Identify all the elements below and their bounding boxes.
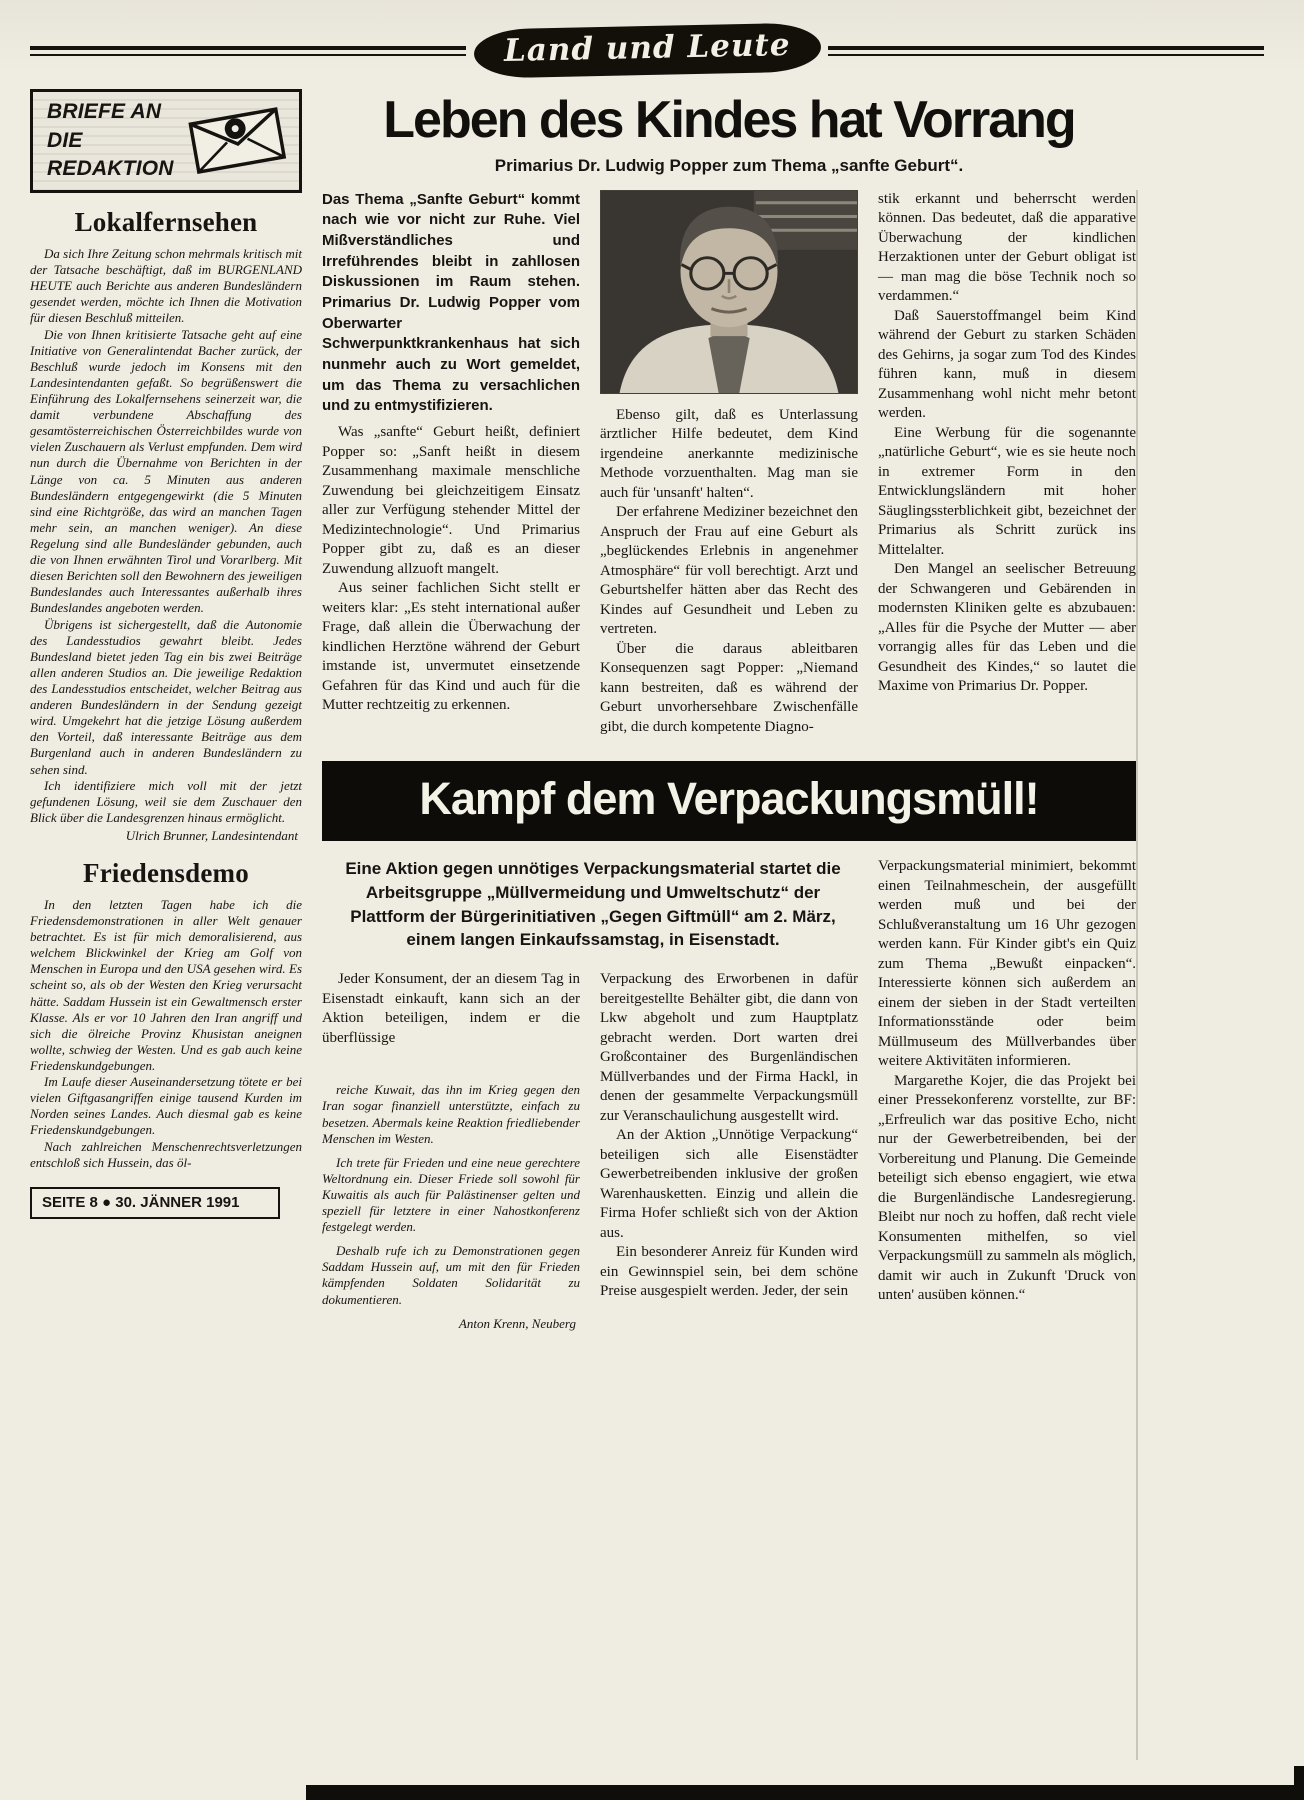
- scan-edge-bottom: [306, 1785, 1304, 1800]
- paragraph: Ich identifiziere mich voll mit der jetzt gefundenen Lösung, weil sie dem Zuschauer den Blick über die Landesgrenzen hinaus ermöglicht.: [30, 777, 302, 825]
- paragraph: Ebenso gilt, daß es Unterlassung ärztlicher Hilfe bedeutet, dem Kind irgendeine anerkannte medizinische Methode vorzuenthalten. Mag man sie auch für 'unsanft' halten“.: [600, 406, 858, 501]
- letters-column: [30, 89, 302, 1219]
- paragraph: Jeder Konsument, der an diesem Tag in Eisenstadt einkauft, kann sich an der Aktion beteiligen, indem er die überflüssige: [322, 971, 580, 1046]
- article2-col1: [322, 970, 580, 1332]
- paragraph: Der erfahrene Mediziner bezeichnet den Anspruch der Frau auf eine Geburt als „beglückendes Erlebnis in angenehmer Atmosphäre“ für voll berechtigt. Arzt und Geburtshelfer hätten aber das Recht des Kindes auf Gesundheit und Leben zu vertreten.: [600, 504, 858, 638]
- paragraph: Was „sanfte“ Geburt heißt, definiert Popper so: „Sanft heißt in diesem Zusammenhang maximale menschliche Zuwendung bei gleichzeitigem Einsatz aller zur Verfügung stehender Mittel der Medizintechnologie“. Und Primarius Popper gibt zu, daß es an dieser Zuwendung allzuoft mangelt.: [322, 424, 580, 577]
- paragraph: Übrigens ist sichergestellt, daß die Autonomie des Landesstudios gewahrt bleibt. Jedes Bundesland bietet jeden Tag ein bis zwei Beiträge allen anderen Studios an. Die jeweilige Redaktion des Landesstudios entscheidet, welcher Beitrag aus anderen Bundesländern in der Sendung gezeigt wird. Umgekehrt hat die jetzige Lösung außerdem den Vorteil, daß interessante Beiträge aus dem Burgenland auch in anderen Bundesländern zu sehen sind.: [30, 616, 302, 777]
- letter2-continuation: [322, 1082, 580, 1332]
- masthead-rule-right: [828, 46, 1264, 56]
- letters-box-title-line1: BRIEFE AN: [47, 100, 162, 124]
- letter2-signature: Anton Krenn, Neuberg: [458, 1315, 576, 1331]
- paragraph: Margarethe Kojer, die das Projekt bei einer Pressekonferenz vorstellte, zur BF: „Erfreulich war das positive Echo, nicht nur der Gewerbetreibenden, bei der Vorbereitung und Planung. Die Gemeinde beteiligt sich ebenso engagiert, wie etwa die Burgenländische Landesregierung. Bleibt nur noch zu hoffen, daß recht viele Konsumenten mithelfen, so viel Verpackungsmüll zu sammeln als möglich, damit wir auch in Zukunft 'Druck von unten' ausüben können.“: [878, 1072, 1136, 1304]
- paragraph: Nach zahlreichen Menschenrechtsverletzungen entschloß sich Hussein, das öl-: [30, 1138, 302, 1170]
- scan-edge-right: [1294, 1766, 1304, 1800]
- letter1-title: Lokalfernsehen: [74, 207, 258, 237]
- masthead-rule-left: [30, 46, 466, 56]
- paragraph: Eine Werbung für die sogenannte „natürliche Geburt“, wie es sie heute noch in extremer Form in den Entwicklungsländern mit hoher Säuglingssterblichkeit gibt, bezeichnet der Primarius als Schritt zurück ins Mittelalter.: [878, 424, 1136, 558]
- letter1-signature: Ulrich Brunner, Landesintendant: [125, 827, 298, 843]
- paragraph: Verpackung des Erworbenen in dafür bereitgestellte Behälter gibt, die dann von Lkw abgeholt und zum Hauptplatz gebracht werden. Dort warten drei Großcontainer des Burgenländischen Müllverbandes und der Firma Hackl, in denen der gesammelte Verpackungsmüll zur Veranschaulichung ausgestellt wird.: [600, 971, 858, 1124]
- masthead-title: Land und Leute: [473, 22, 820, 78]
- main-column: [322, 89, 1136, 1333]
- article1-col1: [322, 190, 580, 738]
- article2-lead: Eine Aktion gegen unnötiges Verpackungsmaterial startet die Arbeitsgruppe „Müllvermeidung und Umweltschutz“ der Plattform der Bürgerinitiativen „Gegen Giftmüll“ am 2. März, einem langen Einkaufssamstag, in Eisenstadt.: [345, 859, 841, 950]
- article1-col2: [600, 190, 858, 738]
- article1-col3: [878, 190, 1136, 738]
- section-masthead: [0, 0, 1304, 79]
- paragraph: Aus seiner fachlichen Sicht stellt er weiters klar: „Es steht international außer Frage, daß allein die Überwachung der kindlichen Herztöne während der Geburt imstande ist, unvermutet einsetzende Gefahren für das Kind und auch für die Mutter rechtzeitig zu erkennen.: [322, 580, 580, 714]
- page-fold-line: [1136, 190, 1138, 1760]
- article2-col3: [878, 857, 1136, 1333]
- paragraph: Verpackungsmaterial minimiert, bekommt einen Teilnahmeschein, der ausgefüllt werden muß und bei der Schlußveranstaltung um 16 Uhr gezogen werden kann. Für Kinder gibt's ein Quiz zum Thema „Bewußt einpacken“. Interessierte können sich außerdem an einem der sieben in der Stadt verteilten Informationsstände oder beim Müllmuseum des Müllverbandes über weitere Aktivitäten informieren.: [878, 858, 1136, 1070]
- paragraph: An der Aktion „Unnötige Verpackung“ beteiligen sich alle Eisenstädter Gewerbetreibenden inklusive der großen Warenhausketten. Einzig und allein die Firma Hofer schließt sich von der Aktion aus.: [600, 1127, 858, 1241]
- paragraph: Im Laufe dieser Auseinandersetzung tötete er bei vielen Giftgasangriffen einige tausend Kurden im Norden seines Landes. Auch diesmal gab es keine Friedenskundgebungen.: [30, 1074, 302, 1138]
- article-verpackungsmuell: [322, 761, 1136, 1333]
- article1-headline: Leben des Kindes hat Vorrang: [383, 91, 1075, 149]
- paragraph: Ich trete für Frieden und eine neue gerechtere Weltordnung ein. Dieser Friede soll sowohl für Kuwaitis als auch für Palästinenser gelten und speziell für letztere in einer Nahostkonferenz festgelegt werden.: [322, 1154, 580, 1235]
- paragraph: Deshalb rufe ich zu Demonstrationen gegen Saddam Hussein auf, um mit den für Frieden kämpfenden Soldaten Solidarität zu dokumentieren.: [322, 1243, 580, 1307]
- envelope-icon: [185, 99, 289, 183]
- letters-to-editor-box: [30, 89, 302, 193]
- article-leben-des-kindes: [322, 93, 1136, 737]
- letter2-title: Friedensdemo: [83, 857, 249, 888]
- article2-headline-banner: Kampf dem Verpackungsmüll!: [322, 761, 1136, 841]
- article2-col2: [600, 970, 858, 1332]
- paragraph: In den letzten Tagen habe ich die Friedensdemonstrationen in aller Welt genauer betrachtet. Es ist für mich demoralisierend, aus welchem Blickwinkel der Krieg am Golf von Menschen in Europa und den USA gesehen wird. Es scheint so, als ob der Westen den Krieg verursacht hätte. Saddam Hussein ist ein Gewaltmensch erster Klasse. Als er vor 10 Jahren den Iran angriff und sich die ölreiche Provinz Khusistan aneignen wollte, schwieg der Westen. Und es gab auch keine Friedenskundgebungen.: [30, 896, 302, 1074]
- article2-left-area: [322, 857, 858, 1333]
- letters-box-title-line2: DIE REDAKTION: [47, 128, 174, 181]
- paragraph: Ein besonderer Anreiz für Kunden wird ein Gewinnspiel sein, bei dem schöne Preise ausgespielt werden. Jeder, der sein: [600, 1244, 858, 1300]
- article1-subheadline: Primarius Dr. Ludwig Popper zum Thema „sanfte Geburt“.: [494, 155, 964, 175]
- portrait-photo: [600, 190, 858, 394]
- paragraph: Den Mangel an seelischer Betreuung der Schwangeren und Gebärenden in modernsten Kliniken gelte es abzubauen: „Alles für die Psyche der Mutter — aber vorrangig alles für das Leben und die Gesundheit des Kindes,“ so lautet die Maxime von Primarius Dr. Popper.: [878, 561, 1136, 695]
- paragraph: reiche Kuwait, das ihn im Krieg gegen den Iran sogar finanziell unterstützte, einfach zu besetzen. Abermals keine Reaktion friedliebender Menschen im Westen.: [322, 1082, 580, 1146]
- letters-box-title: [47, 98, 185, 183]
- paragraph: Die von Ihnen kritisierte Tatsache geht auf eine Initiative von Generalintendat Bacher zurück, der Beschluß wurde jedoch im Konsens mit den Landesintendanten gefaßt. So begrüßenswert die Einführung des Lokalfernsehens seinerzeit war, die damit verbundene Abschaffung des gesamtösterreichischen Österreichbildes wurde von vielen Zuschauern als Verlust empfunden. Dem wird nun durch die Übernahme von Berichten in der Länge von ca. 5 Minuten aus anderen Bundesländern entgegengewirkt (die 5 Minuten sind eine Richtgröße, das wird an manchen Tagen mehr sein, an manchen weniger). An diese Regelung sind alle Bundesländer gebunden, auch die von Ihnen erwähnten Tirol und Vorarlberg. Mit diesen Berichten soll den Bewohnern des jeweiligen Bundeslandes auch Interessantes außerhalb ihres Bundeslandes angeboten werden.: [30, 326, 302, 616]
- paragraph: Über die daraus ableitbaren Konsequenzen sagt Popper: „Niemand kann bestreiten, daß es während der Geburt unvorhersehbare Zwischenfälle gibt, die durch kompetente Diagno-: [600, 640, 858, 735]
- paragraph: stik erkannt und beherrscht werden können. Das bedeutet, daß die apparative Überwachung der kindlichen Herzaktionen unter der Geburt obligat ist — man mag die böse Technik noch so verdammen.“: [878, 190, 1136, 305]
- paragraph: Da sich Ihre Zeitung schon mehrmals kritisch mit der Tatsache beschäftigt, daß im BURGENLAND HEUTE auch Berichte aus anderen Bundesländern gesendet werden, möchte ich Ihnen die Motivation für diesen Beschluß mitteilen.: [30, 246, 302, 326]
- article1-lead: Das Thema „Sanfte Geburt“ kommt nach wie vor nicht zur Ruhe. Viel Mißverständliches und Irreführendes bleibt in zahllosen Diskussionen im Raum stehen. Primarius Dr. Ludwig Popper vom Oberwarter Schwerpunktkrankenhaus hat sich nunmehr auch zu Wort gemeldet, um das Thema zu versachlichen und zu entmystifizieren.: [322, 190, 580, 415]
- paragraph: Daß Sauerstoffmangel beim Kind während der Geburt zu starken Schäden des Gehirns, ja sogar zum Tod des Kindes führen kann, muß in diesem Zusammenhang wohl nicht mehr betont werden.: [878, 307, 1136, 422]
- page-footer: SEITE 8 ● 30. JÄNNER 1991: [30, 1187, 280, 1219]
